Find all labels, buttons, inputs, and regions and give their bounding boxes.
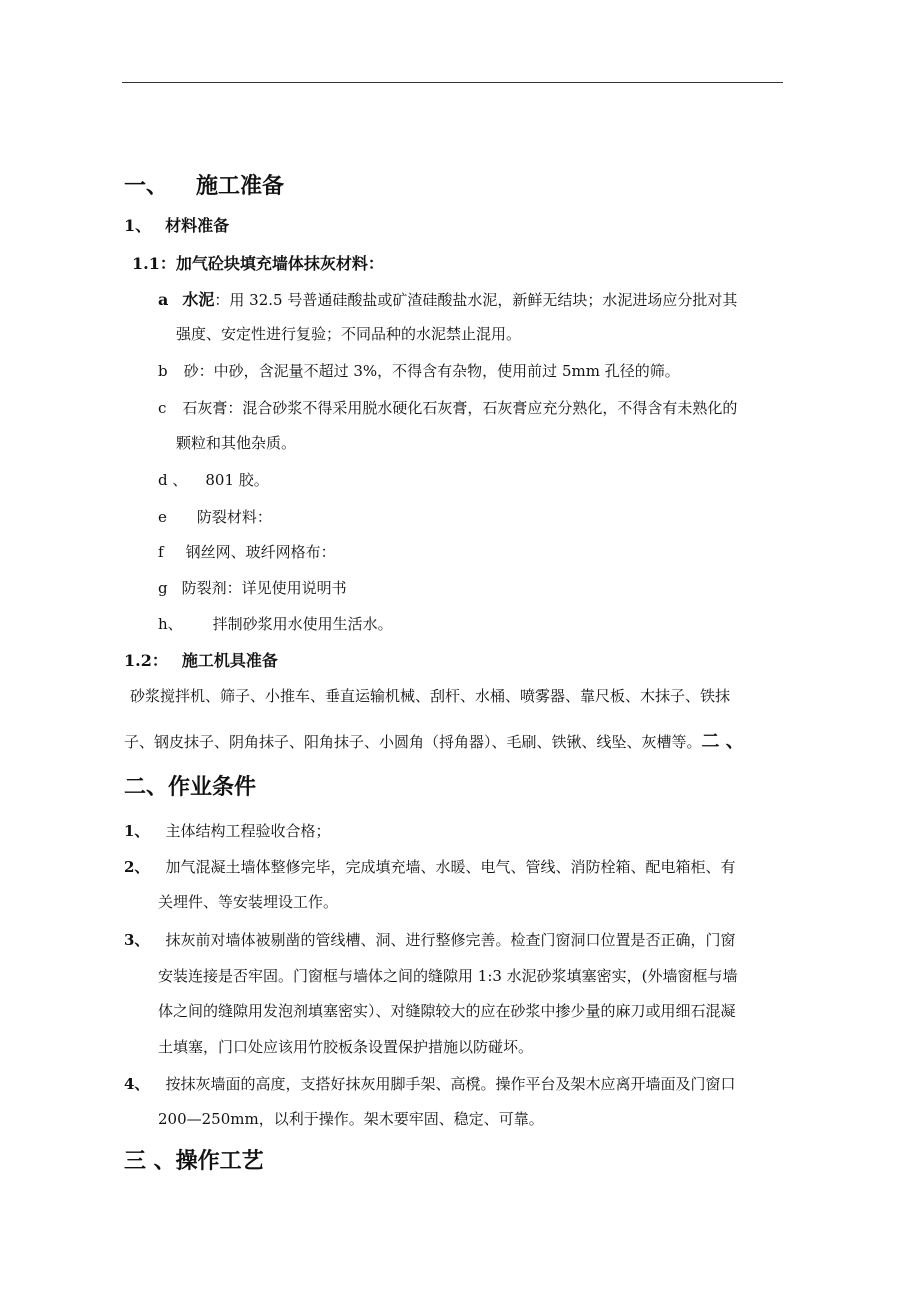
item-f-letter: f [158,543,164,561]
item-a-letter: a [158,290,169,309]
condition-3-line2: 安装连接是否牢固。门窗框与墙体之间的缝隙用 1:3 水泥砂浆填塞密实，(外墙窗框与墙 [158,967,738,985]
section1-title: 施工准备 [196,173,285,199]
item-a-label: 水泥 [182,290,215,309]
list-item-h [158,614,393,634]
item-c-letter: c [158,399,167,417]
subsection-1-1-number: 1.1： [132,254,176,273]
list-item-d [158,470,269,490]
condition-3-text: 抹灰前对墙体被剔凿的管线槽、洞、进行整修完善。检查门窗洞口位置是否正确，门窗 [165,931,736,949]
condition-item-3 [124,930,735,950]
section1-number: 一、 [124,173,169,199]
tools-text: 子、钢皮抹子、阴角抹子、阳角抹子、小圆角（捋角器）、毛刷、铁锹、线坠、灰槽等。 [124,733,702,751]
item-e-text: 防裂材料： [196,508,272,526]
item-g-text: 防裂剂：详见使用说明书 [181,579,347,597]
item-b-letter: b [158,362,168,380]
item-d-letter: d 、 [158,471,188,489]
condition-2-text: 加气混凝土墙体整修完毕，完成填充墙、水暖、电气、管线、消防栓箱、配电箱柜、有 [165,858,736,876]
list-item-e [158,507,272,527]
condition-item-4 [124,1074,735,1094]
item-b-text: 砂：中砂，含泥量不超过 3%，不得含有杂物，使用前过 5mm 孔径的筛。 [183,362,680,380]
list-item-g [158,578,347,598]
subsection-1-title: 材料准备 [165,216,230,235]
list-item-a [158,290,737,310]
condition-2-number: 2、 [124,858,150,876]
tools-paragraph-line2 [124,732,744,752]
section3-heading: 三 、操作工艺 [124,1148,264,1174]
condition-3-number: 3、 [124,931,150,949]
item-c-continuation: 颗粒和其他杂质。 [176,434,297,452]
condition-4-number: 4、 [124,1075,150,1093]
item-h-letter: h、 [158,615,183,633]
item-f-text: 钢丝网、玻纤网格布： [185,543,336,561]
list-item-b [158,361,680,381]
item-e-letter: e [158,508,167,526]
subsection-1-2-heading [124,651,278,671]
condition-item-1 [124,821,330,841]
tools-paragraph-line1: 砂浆搅拌机、筛子、小推车、垂直运输机械、刮杆、水桶、喷雾器、靠尺板、木抹子、铁抹 [130,687,731,705]
subsection-1-heading [124,216,229,236]
tools-trailing-heading-fragment: 二 、 [701,731,744,752]
list-item-c [158,398,737,418]
condition-4-text: 按抹灰墙面的高度，支搭好抹灰用脚手架、高櫈。操作平台及架木应离开墙面及门窗口 [165,1075,736,1093]
item-a-text: ：用 32.5 号普通硅酸盐或矿渣硅酸盐水泥，新鲜无结块；水泥进场应分批对其 [214,291,738,309]
subsection-1-1-title: 加气砼块填充墙体抹灰材料： [175,254,384,273]
condition-3-line4: 土填塞，门口处应该用竹胶板条设置保护措施以防碰坏。 [158,1038,534,1056]
condition-1-text: 主体结构工程验收合格； [165,822,331,840]
condition-1-number: 1、 [124,822,150,840]
list-item-f [158,542,336,562]
subsection-1-2-title: 施工机具准备 [181,651,278,670]
section2-heading: 二、作业条件 [124,774,257,800]
subsection-1-number: 1、 [124,216,152,235]
condition-item-2 [124,857,735,877]
item-g-letter: g [158,579,168,597]
condition-3-line3: 体之间的缝隙用发泡剂填塞密实）、对缝隙较大的应在砂浆中掺少量的麻刀或用细石混凝 [158,1002,736,1020]
item-d-text: 801 胶。 [205,471,269,489]
subsection-1-2-number: 1.2： [124,651,168,670]
section1-heading [124,172,284,200]
condition-2-continuation: 关埋件、等安装埋设工作。 [158,893,339,911]
header-rule [122,82,783,83]
subsection-1-1-heading [132,254,384,274]
item-h-text: 拌制砂浆用水使用生活水。 [212,615,393,633]
item-a-continuation: 强度、安定性进行复验；不同品种的水泥禁止混用。 [176,325,522,343]
item-c-text: 石灰膏：混合砂浆不得采用脱水硬化石灰膏，石灰膏应充分熟化，不得含有未熟化的 [182,399,738,417]
condition-4-continuation: 200—250mm，以利于操作。架木要牢固、稳定、可靠。 [158,1110,544,1128]
